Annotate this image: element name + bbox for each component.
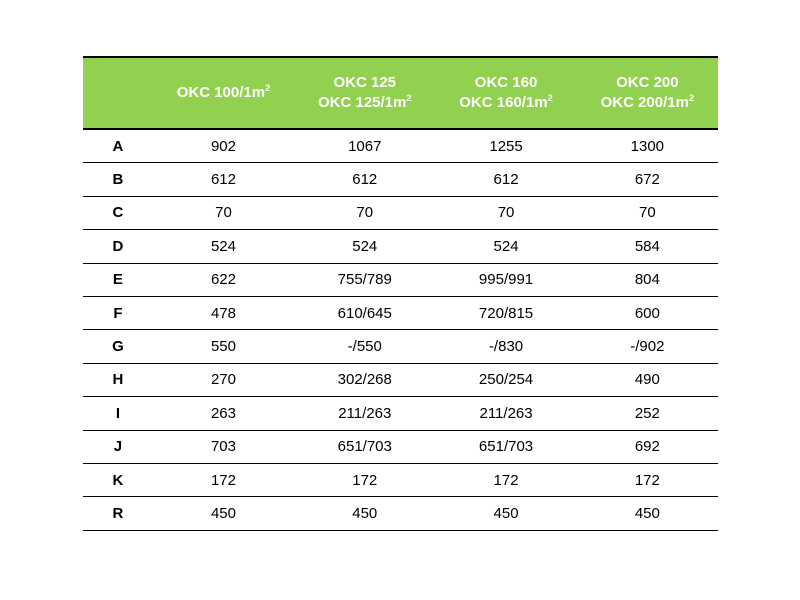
table-cell-K-4: 172: [577, 463, 718, 496]
table-row-I: [83, 397, 718, 430]
row-label: A: [83, 129, 153, 163]
table-cell-B-1: 612: [153, 163, 294, 196]
table-cell-G-3: -/830: [435, 330, 576, 363]
column-header-3: [435, 57, 576, 129]
table-cell-I-2: 211/263: [294, 397, 435, 430]
table-cell-I-1: 263: [153, 397, 294, 430]
row-label: H: [83, 363, 153, 396]
table-cell-J-4: 692: [577, 430, 718, 463]
table-cell-A-3: 1255: [435, 129, 576, 163]
superscript-2: 2: [265, 83, 271, 93]
table-cell-K-3: 172: [435, 463, 576, 496]
column-header-1: [153, 57, 294, 129]
table-cell-A-1: 902: [153, 129, 294, 163]
table-cell-D-2: 524: [294, 230, 435, 263]
row-label: F: [83, 296, 153, 329]
row-label: I: [83, 397, 153, 430]
table-cell-D-1: 524: [153, 230, 294, 263]
table-cell-H-4: 490: [577, 363, 718, 396]
table-container: [83, 56, 718, 531]
table-cell-C-2: 70: [294, 196, 435, 229]
table-cell-C-3: 70: [435, 196, 576, 229]
table-cell-J-3: 651/703: [435, 430, 576, 463]
table-row-A: [83, 129, 718, 163]
table-cell-G-4: -/902: [577, 330, 718, 363]
table-cell-D-4: 584: [577, 230, 718, 263]
table-cell-R-2: 450: [294, 497, 435, 530]
column-header-line2: OKC $125/1m^2$: [317, 93, 412, 111]
table-cell-K-2: 172: [294, 463, 435, 496]
table-cell-K-1: 172: [153, 463, 294, 496]
table-cell-F-2: 610/645: [294, 296, 435, 329]
row-label: K: [83, 463, 153, 496]
table-cell-R-1: 450: [153, 497, 294, 530]
row-label: J: [83, 430, 153, 463]
table-row-B: [83, 163, 718, 196]
table-cell-F-3: 720/815: [435, 296, 576, 329]
column-header-line1: OKC $100/1m^2$: [176, 83, 271, 101]
table-row-C: [83, 196, 718, 229]
dimensions-table: [83, 56, 718, 531]
table-cell-D-3: 524: [435, 230, 576, 263]
table-cell-H-1: 270: [153, 363, 294, 396]
table-cell-G-2: -/550: [294, 330, 435, 363]
table-row-J: [83, 430, 718, 463]
table-row-K: [83, 463, 718, 496]
column-header-line2: OKC $200/1m^2$: [600, 93, 695, 111]
table-cell-J-1: 703: [153, 430, 294, 463]
table-cell-R-3: 450: [435, 497, 576, 530]
row-label: G: [83, 330, 153, 363]
row-label: E: [83, 263, 153, 296]
table-cell-A-4: 1300: [577, 129, 718, 163]
table-cell-H-2: 302/268: [294, 363, 435, 396]
table-cell-E-4: 804: [577, 263, 718, 296]
column-header-line1: OKC 200: [616, 74, 679, 91]
table-row-R: [83, 497, 718, 530]
table-cell-J-2: 651/703: [294, 430, 435, 463]
column-header-label: [83, 57, 153, 129]
table-cell-E-2: 755/789: [294, 263, 435, 296]
row-label: R: [83, 497, 153, 530]
row-label: B: [83, 163, 153, 196]
column-header-2: [294, 57, 435, 129]
table-cell-F-4: 600: [577, 296, 718, 329]
column-header-line1: OKC 125: [333, 74, 397, 91]
table-cell-B-3: 612: [435, 163, 576, 196]
superscript-2: 2: [688, 93, 695, 103]
table-cell-I-3: 211/263: [435, 397, 576, 430]
header-row: [83, 57, 718, 129]
table-row-H: [83, 363, 718, 396]
table-cell-E-1: 622: [153, 263, 294, 296]
row-label: C: [83, 196, 153, 229]
table-row-D: [83, 230, 718, 263]
table-cell-H-3: 250/254: [435, 363, 576, 396]
column-header-4: [577, 57, 718, 129]
table-header: [83, 57, 718, 129]
table-cell-B-4: 672: [577, 163, 718, 196]
table-cell-F-1: 478: [153, 296, 294, 329]
table-row-G: [83, 330, 718, 363]
table-cell-B-2: 612: [294, 163, 435, 196]
table-cell-C-1: 70: [153, 196, 294, 229]
superscript-2: 2: [406, 93, 412, 103]
table-cell-C-4: 70: [577, 196, 718, 229]
table-cell-I-4: 252: [577, 397, 718, 430]
table-cell-A-2: 1067: [294, 129, 435, 163]
table-row-F: [83, 296, 718, 329]
column-header-line2: OKC $160/1m^2$: [459, 93, 553, 111]
row-label: D: [83, 230, 153, 263]
column-header-line1: OKC 160: [474, 74, 538, 91]
table-cell-R-4: 450: [577, 497, 718, 530]
table-row-E: [83, 263, 718, 296]
table-cell-E-3: 995/991: [435, 263, 576, 296]
table-body: [83, 129, 718, 530]
table-cell-G-1: 550: [153, 330, 294, 363]
superscript-2: 2: [547, 93, 553, 103]
